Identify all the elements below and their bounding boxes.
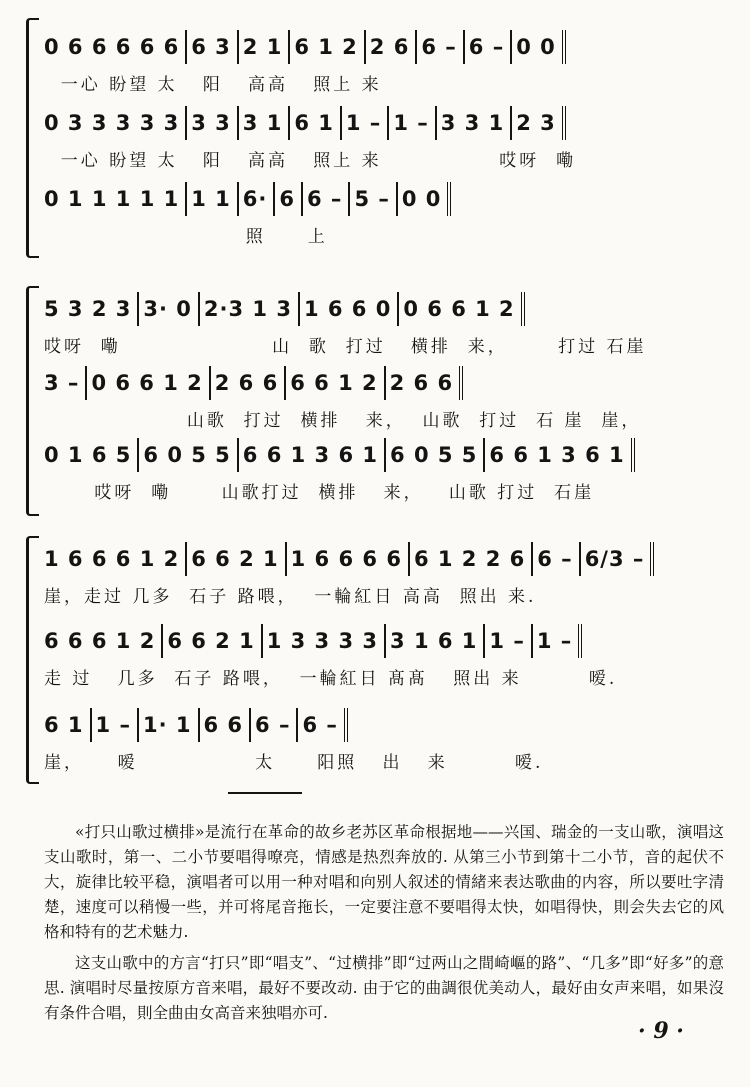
voice-part-3 [40, 438, 726, 528]
measure: 1 3 3 3 3 [263, 624, 386, 658]
measure: 6 1 2 2 6 [410, 542, 533, 576]
lyric-line: 山歌 打过 横排 来， 山歌 打过 石 崖 崖， [44, 411, 642, 431]
measure: 3 – [40, 366, 87, 400]
notes-paragraph: 这支山歌中的方言“打只”即“唱支”、“过横排”即“过两山之間崎嶇的路”、“几多”即“好多”的意思. 演唱时尽量按原方音来唱，最好不要改动. 由于它的曲調很优美动人，最好由女声来唱，如果沒有条件合唱，則全曲由女高音来独唱亦可. [44, 954, 724, 1022]
measure: 3 1 [239, 106, 291, 140]
measure: 1 – [342, 106, 389, 140]
section-divider [228, 792, 302, 794]
notation-row [40, 708, 726, 742]
measure: 6/3 – [581, 542, 655, 576]
measure: 6 6 2 1 [187, 542, 286, 576]
measure: 2 3 [512, 106, 566, 140]
measure: 1 – [389, 106, 436, 140]
measure: 1 – [485, 624, 532, 658]
measure: 2 6 6 [211, 366, 286, 400]
notation-row [40, 366, 726, 400]
system-brace [26, 536, 39, 784]
lyric-line: 一心 盼望 太 阳 高高 照上 来 [44, 75, 382, 95]
notation-row [40, 292, 726, 326]
measure: 6 6 6 1 2 [40, 624, 163, 658]
measure: 0 0 [512, 30, 566, 64]
measure: 6 [275, 182, 303, 216]
measure: 6 – [251, 708, 298, 742]
measure: 6 – [533, 542, 580, 576]
performance-notes [44, 820, 724, 1032]
measure: 1· 1 [139, 708, 200, 742]
lyric-line: 走 过 几多 石子 路喂， 一輪紅日 髙髙 照出 来 嗳. [44, 669, 618, 689]
measure: 6 6 [200, 708, 252, 742]
voice-part-1 [40, 542, 726, 632]
measure: 5 – [350, 182, 397, 216]
lyric-line: 哎呀 嘞 山 歌 打过 横排 来， 打过 石崖 [44, 337, 647, 357]
measure: 6 6 1 3 6 1 [239, 438, 386, 472]
measure: 6 0 5 5 [139, 438, 238, 472]
measure: 0 1 1 1 1 1 [40, 182, 187, 216]
measure: 3 3 [187, 106, 239, 140]
measure: 0 6 6 1 2 [399, 292, 524, 326]
measure: 6 6 1 3 6 1 [485, 438, 634, 472]
voice-part-2 [40, 624, 726, 714]
measure: 6 – [303, 182, 350, 216]
measure: 3 3 1 [437, 106, 512, 140]
measure: 6 6 1 2 [286, 366, 385, 400]
notes-paragraph: «打只山歌过横排»是流行在革命的故乡老苏区革命根据地——兴国、瑞金的一支山歌，演唱这支山歌时，第一、二小节要唱得嘹亮，情感是热烈奔放的. 从第三小节到第十二小节，音的起伏不大，旋律比较平稳，演唱者可以用一种对唱和向别人叙述的情緒来表达歌曲的内容，所以要吐字清楚，速度可以稍慢一些，并可将尾音拖长，一定要注意不要唱得太快，如唱得快，則会失去它的风格和特有的艺术魅力. [44, 823, 724, 941]
score-system-3 [26, 532, 726, 784]
notation-row [40, 182, 726, 216]
notation-row [40, 438, 726, 472]
measure: 1 6 6 6 1 2 [40, 542, 187, 576]
lyric-line: 崖，走过 几多 石子 路喂， 一輪紅日 高高 照出 来. [44, 587, 537, 607]
page-number: · 9 · [638, 1018, 684, 1044]
measure: 1 – [533, 624, 582, 658]
system-brace [26, 286, 39, 516]
measure: 0 6 6 6 6 6 [40, 30, 187, 64]
lyric-line: 一心 盼望 太 阳 高高 照上 来 哎呀 嘞 [44, 151, 577, 171]
measure: 2 6 6 [386, 366, 463, 400]
measure: 0 3 3 3 3 3 [40, 106, 187, 140]
measure: 0 6 6 1 2 [87, 366, 210, 400]
voice-part-3 [40, 182, 726, 272]
measure: 5 3 2 3 [40, 292, 139, 326]
measure: 1 1 [187, 182, 239, 216]
measure: 6· [239, 182, 276, 216]
measure: 2 1 [239, 30, 291, 64]
measure: 6 3 [187, 30, 239, 64]
measure: 6 1 [40, 708, 92, 742]
measure: 6 – [298, 708, 347, 742]
measure: 2·3 1 3 [200, 292, 300, 326]
measure: 6 1 2 [290, 30, 365, 64]
notation-row [40, 30, 726, 64]
system-brace [26, 18, 39, 258]
notation-row [40, 106, 726, 140]
measure: 6 – [417, 30, 464, 64]
lyric-line: 崖， 嗳 太 阳照 出 来 嗳. [44, 753, 544, 773]
measure: 6 6 2 1 [163, 624, 262, 658]
measure: 6 1 [290, 106, 342, 140]
measure: 1 6 6 6 6 [287, 542, 410, 576]
lyric-line: 照 上 [44, 227, 328, 247]
notation-row [40, 542, 726, 576]
score-system-1 [26, 14, 726, 259]
score-system-2 [26, 282, 726, 517]
lyric-line: 哎呀 嘞 山歌打过 横排 来， 山歌 打过 石崖 [44, 483, 595, 503]
measure: 6 – [465, 30, 512, 64]
measure: 0 1 6 5 [40, 438, 139, 472]
voice-part-3 [40, 708, 726, 798]
measure: 2 6 [366, 30, 418, 64]
measure: 0 0 [398, 182, 452, 216]
measure: 6 0 5 5 [386, 438, 485, 472]
measure: 1 – [92, 708, 139, 742]
notation-row [40, 624, 726, 658]
measure: 1 6 6 0 [300, 292, 399, 326]
measure: 3· 0 [139, 292, 200, 326]
measure: 3 1 6 1 [386, 624, 485, 658]
